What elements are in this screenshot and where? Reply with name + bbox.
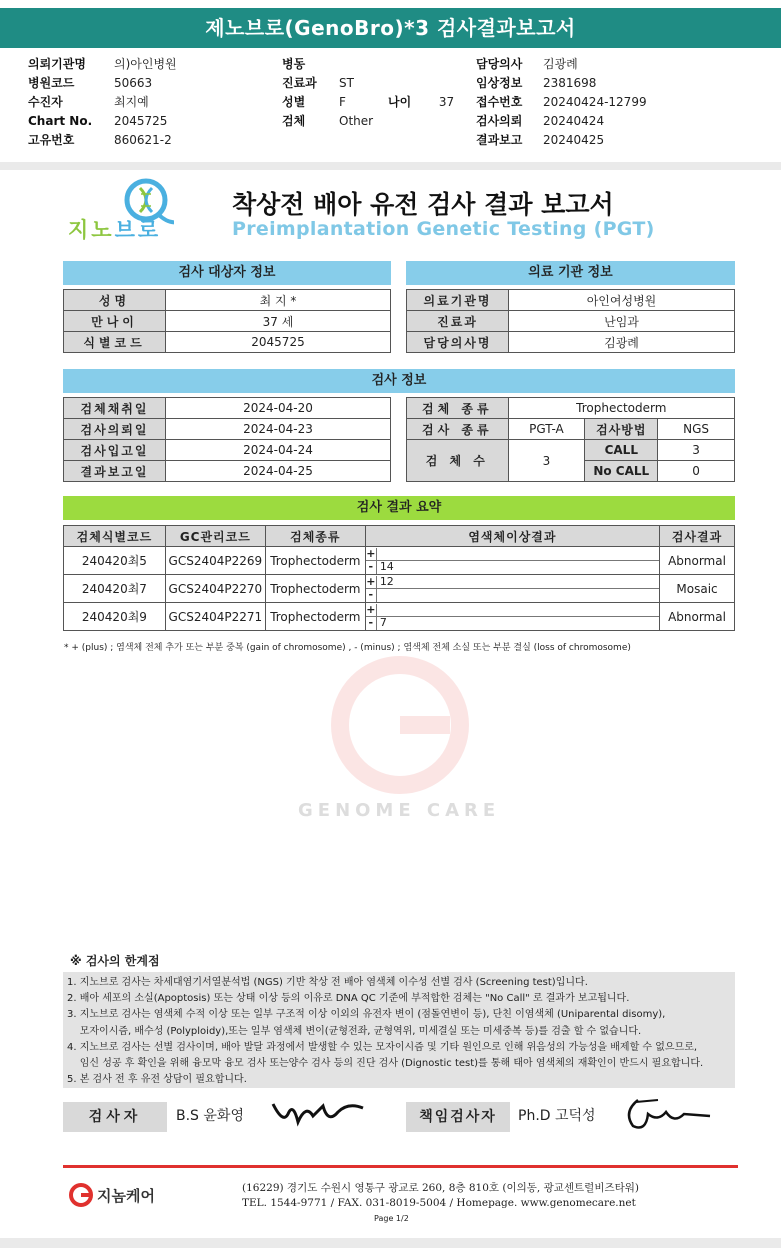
limitations-box bbox=[63, 972, 735, 1088]
summary-col-type: 검체종류 bbox=[265, 526, 365, 547]
limitation-line: 4. 지노브로 검사는 선별 검사이며, 배아 발달 과정에서 발생할 수 있는 모자이시즘 및 기타 원인으로 인해 위음성의 가능성을 배제할 수 없으므로, bbox=[67, 1041, 698, 1053]
header-col1-value: 의)아인병원 bbox=[114, 57, 177, 71]
institution-section-header: 의료 기관 정보 bbox=[406, 261, 735, 285]
limitation-line: 5. 본 검사 전 후 유전 상담이 필요합니다. bbox=[67, 1074, 247, 1086]
gain-chromosomes: 12 bbox=[379, 574, 394, 588]
summary-table bbox=[63, 525, 735, 631]
limitation-line: 임신 성공 후 확인을 위해 융모막 융모 검사 또는양수 검사 등의 진단 검사 (Dignostic test)를 통해 태아 염색체의 재확인이 반드시 필요합니다. bbox=[67, 1058, 704, 1070]
header-col3-value: 2381698 bbox=[543, 76, 597, 90]
header-col2-label: 성별 bbox=[282, 95, 306, 109]
footer-red-line bbox=[63, 1165, 738, 1168]
examiner-signature-icon bbox=[268, 1094, 368, 1134]
test-result: Abnormal bbox=[660, 603, 735, 631]
header-age bbox=[388, 93, 454, 112]
institution-value: 아인여성병원 bbox=[509, 290, 735, 311]
subject-label: 만나이 bbox=[64, 311, 166, 332]
subject-label: 식별코드 bbox=[64, 332, 166, 353]
minus-sign: - bbox=[366, 589, 377, 602]
test-date-value: 2024-04-23 bbox=[166, 419, 391, 440]
test-date-row bbox=[64, 461, 391, 482]
sample-id: 240420최5 bbox=[64, 547, 166, 575]
institution-value: 난임과 bbox=[509, 311, 735, 332]
test-type-label: 검사 종류 bbox=[407, 419, 509, 440]
header-col3-label: 검사의뢰 bbox=[476, 114, 523, 128]
header-col1-label: Chart No. bbox=[28, 114, 93, 128]
gain-row bbox=[366, 576, 659, 589]
chief-examiner-label: 책임검사자 bbox=[406, 1102, 510, 1132]
genobro-logo-text bbox=[68, 214, 161, 244]
header-col1-row bbox=[28, 93, 177, 112]
sample-id: 240420최7 bbox=[64, 575, 166, 603]
test-result: Mosaic bbox=[660, 575, 735, 603]
header-col1-row bbox=[28, 112, 177, 131]
report-subtitle: Preimplantation Genetic Testing (PGT) bbox=[232, 218, 655, 240]
limitation-line: 모자이시즘, 배수성 (Polyploidy),또는 일부 염색체 변이(균형전좌, 균형역위, 미세결실 또는 미세중복 등)를 검출 할 수 없습니다. bbox=[67, 1025, 642, 1037]
gain-chromosomes bbox=[377, 604, 380, 616]
header-col3-label: 결과보고 bbox=[476, 133, 523, 147]
plus-sign: + bbox=[366, 602, 376, 616]
summary-col-gc: GC관리코드 bbox=[165, 526, 265, 547]
limitations-title: ※ 검사의 한계점 bbox=[70, 954, 160, 968]
call-label: CALL bbox=[585, 440, 658, 461]
nocall-label: No CALL bbox=[585, 461, 658, 482]
specimen-type: Trophectoderm bbox=[265, 575, 365, 603]
loss-chromosomes: 7 bbox=[379, 615, 387, 629]
specimen-type-value: Trophectoderm bbox=[508, 398, 734, 419]
summary-header-row bbox=[64, 526, 735, 547]
loss-row bbox=[366, 617, 659, 630]
header-col-1 bbox=[28, 55, 177, 150]
header-col1-row bbox=[28, 74, 177, 93]
header-col3-row bbox=[476, 55, 647, 74]
institution-row bbox=[407, 332, 735, 353]
loss-chromosomes bbox=[377, 589, 380, 602]
summary-row bbox=[64, 603, 735, 631]
header-col3-value: 20240424-12799 bbox=[543, 95, 647, 109]
specimen-count-value: 3 bbox=[508, 440, 585, 482]
header-col3-label: 담당의사 bbox=[476, 57, 523, 71]
test-dates-table bbox=[63, 397, 391, 482]
genomecare-logo-icon bbox=[68, 1182, 94, 1208]
header-col2-row bbox=[282, 55, 373, 74]
gain-row bbox=[366, 548, 659, 561]
gc-code: GCS2404P2271 bbox=[165, 603, 265, 631]
institution-label: 담당의사명 bbox=[407, 332, 509, 353]
header-col1-value: 860621-2 bbox=[114, 133, 172, 147]
institution-label: 진료과 bbox=[407, 311, 509, 332]
header-col2-value: F bbox=[339, 95, 346, 109]
examiner-name: B.S 윤화영 bbox=[176, 1108, 244, 1124]
header-col1-row bbox=[28, 131, 177, 150]
test-date-row bbox=[64, 398, 391, 419]
examiner-label: 검사자 bbox=[63, 1102, 167, 1132]
limitation-line: 1. 지노브로 검사는 차세대염기서열분석법 (NGS) 기반 착상 전 배아 염색체 이수성 선별 검사 (Screening test)입니다. bbox=[67, 977, 588, 988]
logo-text-part2: 브로 bbox=[114, 218, 162, 242]
watermark-text: GENOME CARE bbox=[298, 800, 501, 821]
test-section-header: 검사 정보 bbox=[63, 369, 735, 393]
test-date-label: 검체채취일 bbox=[64, 398, 166, 419]
subject-row bbox=[64, 311, 391, 332]
chief-examiner-name: Ph.D 고덕성 bbox=[518, 1108, 596, 1124]
genomecare-watermark-icon bbox=[330, 655, 470, 795]
header-col2-label: 검체 bbox=[282, 114, 306, 128]
header-col2-label: 진료과 bbox=[282, 76, 317, 90]
report-title-bar: 제노브로(GenoBro)*3 검사결과보고서 bbox=[0, 8, 781, 48]
summary-section-header: 검사 결과 요약 bbox=[63, 496, 735, 520]
specimen-type-label: 검체 종류 bbox=[407, 398, 509, 419]
header-col3-value: 김광례 bbox=[543, 57, 578, 71]
header-col1-label: 의뢰기관명 bbox=[28, 57, 86, 71]
institution-label: 의료기관명 bbox=[407, 290, 509, 311]
header-col3-label: 접수번호 bbox=[476, 95, 523, 109]
subject-section-header: 검사 대상자 정보 bbox=[63, 261, 391, 285]
test-date-row bbox=[64, 440, 391, 461]
plus-sign: + bbox=[366, 574, 376, 588]
institution-row bbox=[407, 311, 735, 332]
specimen-type: Trophectoderm bbox=[265, 547, 365, 575]
specimen-type-row bbox=[407, 398, 735, 419]
test-date-label: 결과보고일 bbox=[64, 461, 166, 482]
chief-signature-icon bbox=[618, 1092, 714, 1136]
header-col2-value: ST bbox=[339, 76, 354, 90]
loss-chromosomes: 14 bbox=[379, 559, 394, 573]
chromosome-result bbox=[365, 547, 659, 575]
footer-company-logo bbox=[68, 1182, 155, 1208]
institution-row bbox=[407, 290, 735, 311]
test-method-value: NGS bbox=[658, 419, 735, 440]
chromosome-result bbox=[365, 603, 659, 631]
section-separator bbox=[0, 162, 781, 170]
call-row bbox=[407, 440, 735, 461]
subject-value: 37 세 bbox=[166, 311, 391, 332]
subject-info-table bbox=[63, 289, 391, 353]
bottom-strip bbox=[0, 1238, 781, 1248]
institution-info-table bbox=[406, 289, 735, 353]
footer-address-line1: (16229) 경기도 수원시 영통구 광교로 260, 8층 810호 (이의동, 광교센트럴비즈타워) bbox=[242, 1182, 639, 1194]
header-col3-label: 임상정보 bbox=[476, 76, 523, 90]
call-value: 3 bbox=[658, 440, 735, 461]
header-col3-row bbox=[476, 112, 647, 131]
sample-id: 240420최9 bbox=[64, 603, 166, 631]
subject-label: 성명 bbox=[64, 290, 166, 311]
test-date-value: 2024-04-20 bbox=[166, 398, 391, 419]
loss-row bbox=[366, 561, 659, 574]
gain-row bbox=[366, 604, 659, 617]
header-col1-label: 수진자 bbox=[28, 95, 63, 109]
header-col1-row bbox=[28, 55, 177, 74]
summary-row bbox=[64, 547, 735, 575]
footer-company-name: 지놈케어 bbox=[97, 1186, 155, 1205]
header-col2-value: Other bbox=[339, 114, 374, 128]
test-date-label: 검사입고일 bbox=[64, 440, 166, 461]
test-date-label: 검사의뢰일 bbox=[64, 419, 166, 440]
subject-row bbox=[64, 332, 391, 353]
loss-row bbox=[366, 589, 659, 602]
logo-text-part1: 지노 bbox=[68, 218, 115, 242]
subject-row bbox=[64, 290, 391, 311]
age-label: 나이 bbox=[388, 95, 412, 109]
test-type-value: PGT-A bbox=[508, 419, 585, 440]
header-col2-row bbox=[282, 74, 373, 93]
test-specimen-table bbox=[406, 397, 735, 482]
limitation-line: 3. 지노브로 검사는 염색체 수적 이상 또는 일부 구조적 이상 이외의 유전자 변이 (점돌연변이 등), 단친 이염색체 (Uniparental disomy), bbox=[67, 1009, 666, 1021]
test-date-value: 2024-04-25 bbox=[166, 461, 391, 482]
institution-value: 김광례 bbox=[509, 332, 735, 353]
specimen-type: Trophectoderm bbox=[265, 603, 365, 631]
header-col3-row bbox=[476, 131, 647, 150]
age-value: 37 bbox=[438, 95, 455, 109]
header-col1-value: 50663 bbox=[114, 76, 153, 90]
header-col3-row bbox=[476, 74, 647, 93]
specimen-count-label: 검 체 수 bbox=[407, 440, 509, 482]
test-result: Abnormal bbox=[660, 547, 735, 575]
header-col-2 bbox=[282, 55, 373, 131]
test-date-value: 2024-04-24 bbox=[166, 440, 391, 461]
subject-value: 2045725 bbox=[166, 332, 391, 353]
header-col2-row bbox=[282, 93, 373, 112]
gc-code: GCS2404P2269 bbox=[165, 547, 265, 575]
test-method-label: 검사방법 bbox=[585, 419, 658, 440]
footer-address-line2: TEL. 1544-9771 / FAX. 031-8019-5004 / Homepage. www.genomecare.net bbox=[242, 1197, 636, 1209]
header-col1-label: 병원코드 bbox=[28, 76, 75, 90]
chromosome-result bbox=[365, 575, 659, 603]
nocall-value: 0 bbox=[658, 461, 735, 482]
plus-sign: + bbox=[366, 546, 376, 560]
gain-chromosomes bbox=[377, 548, 380, 560]
minus-sign: - bbox=[366, 561, 377, 574]
chromosome-note: * + (plus) ; 염색체 전체 추가 또는 부분 중복 (gain of chromosome) , - (minus) ; 염색체 전체 소실 또는 부분 결실 (loss of chromosome) bbox=[64, 643, 631, 653]
header-col3-value: 20240424 bbox=[543, 114, 605, 128]
header-col2-label: 병동 bbox=[282, 57, 306, 71]
header-col3-value: 20240425 bbox=[543, 133, 605, 147]
summary-col-result: 검사결과 bbox=[660, 526, 735, 547]
header-col2-row bbox=[282, 112, 373, 131]
report-main-title: 착상전 배아 유전 검사 결과 보고서 bbox=[232, 190, 614, 219]
header-col1-label: 고유번호 bbox=[28, 133, 75, 147]
header-col1-value: 2045725 bbox=[114, 114, 168, 128]
summary-col-chromosome: 염색체이상결과 bbox=[365, 526, 659, 547]
header-col3-row bbox=[476, 93, 647, 112]
page-number: Page 1/2 bbox=[374, 1214, 409, 1223]
header-col-3 bbox=[476, 55, 647, 150]
footer-address bbox=[242, 1181, 639, 1211]
test-type-row bbox=[407, 419, 735, 440]
summary-row bbox=[64, 575, 735, 603]
test-date-row bbox=[64, 419, 391, 440]
summary-col-id: 검체식별코드 bbox=[64, 526, 166, 547]
minus-sign: - bbox=[366, 617, 377, 630]
header-col1-value: 최지예 bbox=[114, 95, 149, 109]
subject-value: 최 지 * bbox=[166, 290, 391, 311]
limitation-line: 2. 배아 세포의 소실(Apoptosis) 또는 상태 이상 등의 이유로 DNA QC 기준에 부적합한 검체는 "No Call" 로 결과가 보고됩니다. bbox=[67, 993, 630, 1005]
gc-code: GCS2404P2270 bbox=[165, 575, 265, 603]
